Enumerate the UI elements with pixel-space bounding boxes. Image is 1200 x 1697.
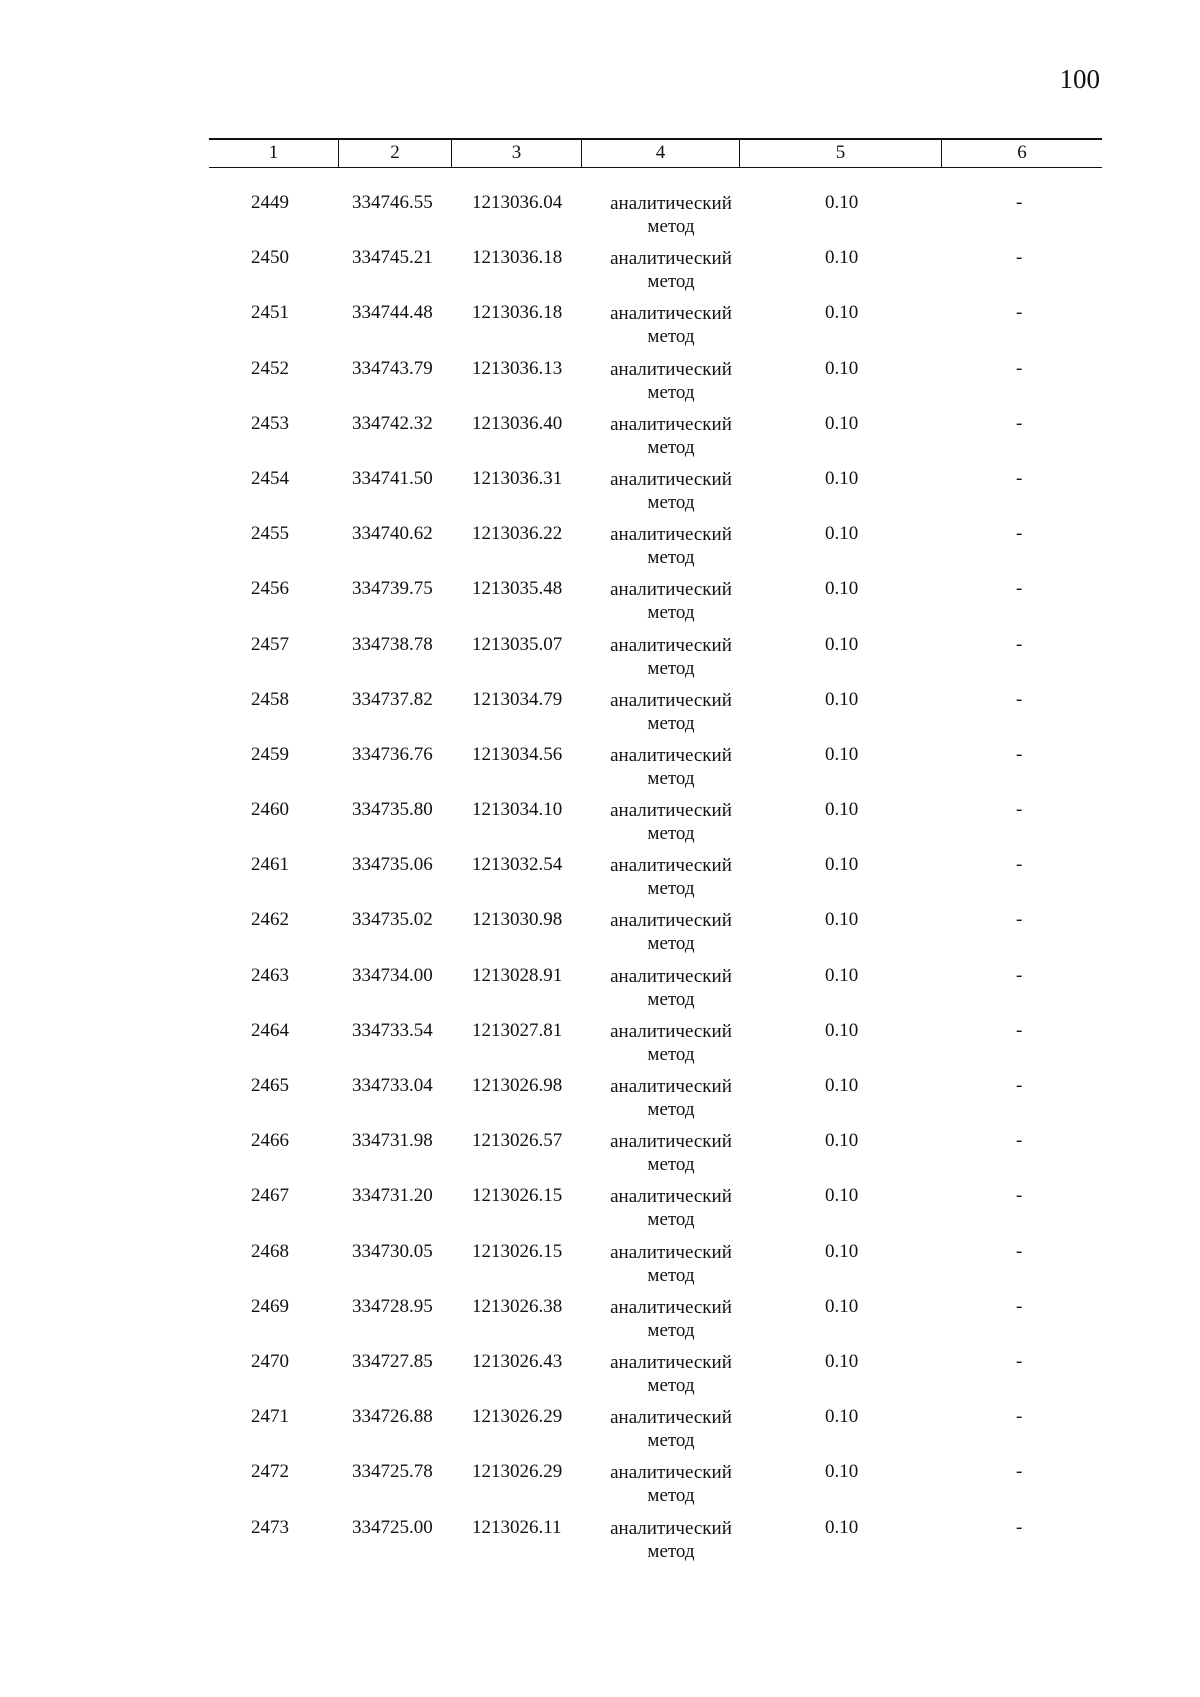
- cell-accuracy: 0.10: [825, 633, 859, 655]
- cell-method-line2: метод: [647, 547, 695, 569]
- cell-point-number: 2470: [251, 1350, 289, 1372]
- cell-method: [592, 1406, 750, 1452]
- cell-method: [592, 909, 750, 955]
- cell-method: [592, 744, 750, 790]
- cell-method-line2: метод: [647, 1485, 695, 1507]
- cell-method-line2: метод: [647, 1209, 695, 1231]
- cell-point-number: 2468: [251, 1240, 289, 1262]
- cell-y-coordinate: 1213036.18: [472, 247, 563, 269]
- page-number: 100: [1059, 64, 1100, 94]
- cell-method: [592, 1020, 750, 1066]
- table-row: [209, 1406, 1102, 1461]
- cell-accuracy: 0.10: [825, 357, 859, 379]
- cell-method-line1: аналитический: [610, 1296, 732, 1318]
- cell-method: [592, 578, 750, 624]
- cell-method-line1: аналитический: [610, 303, 732, 325]
- cell-method: [592, 1461, 750, 1507]
- cell-accuracy: 0.10: [825, 1295, 859, 1317]
- cell-note: -: [1016, 578, 1023, 600]
- cell-method-line2: метод: [647, 381, 695, 403]
- cell-point-number: 2459: [251, 743, 289, 765]
- cell-accuracy: 0.10: [825, 909, 859, 931]
- cell-x-coordinate: 334740.62: [352, 523, 433, 545]
- cell-accuracy: 0.10: [825, 192, 859, 213]
- table-row: [209, 247, 1102, 302]
- cell-x-coordinate: 334731.20: [352, 1185, 433, 1207]
- table-row: [209, 578, 1102, 633]
- cell-y-coordinate: 1213036.04: [472, 192, 563, 213]
- table-row: [209, 523, 1102, 578]
- cell-method: [592, 247, 750, 293]
- cell-method-line1: аналитический: [610, 358, 732, 380]
- cell-x-coordinate: 334737.82: [352, 688, 433, 710]
- cell-point-number: 2463: [251, 964, 289, 986]
- cell-y-coordinate: 1213036.13: [472, 357, 563, 379]
- cell-method-line1: аналитический: [610, 193, 732, 214]
- cell-method-line1: аналитический: [610, 689, 732, 711]
- cell-point-number: 2450: [251, 247, 289, 269]
- cell-method: [592, 1296, 750, 1342]
- cell-method: [592, 192, 750, 238]
- cell-x-coordinate: 334742.32: [352, 412, 433, 434]
- cell-y-coordinate: 1213027.81: [472, 1019, 563, 1041]
- cell-note: -: [1016, 964, 1023, 986]
- cell-method: [592, 965, 750, 1011]
- cell-method-line2: метод: [647, 326, 695, 348]
- cell-note: -: [1016, 799, 1023, 821]
- cell-accuracy: 0.10: [825, 1516, 859, 1538]
- cell-x-coordinate: 334738.78: [352, 633, 433, 655]
- cell-point-number: 2454: [251, 467, 289, 489]
- cell-note: -: [1016, 247, 1023, 269]
- cell-method-line1: аналитический: [610, 1517, 732, 1539]
- cell-method-line1: аналитический: [610, 800, 732, 822]
- cell-accuracy: 0.10: [825, 412, 859, 434]
- cell-x-coordinate: 334739.75: [352, 578, 433, 600]
- cell-point-number: 2458: [251, 688, 289, 710]
- cell-accuracy: 0.10: [825, 578, 859, 600]
- cell-method: [592, 799, 750, 845]
- cell-method: [592, 302, 750, 348]
- cell-method-line2: метод: [647, 1099, 695, 1120]
- table-row: [209, 1075, 1102, 1130]
- cell-method-line2: метод: [647, 933, 695, 955]
- cell-y-coordinate: 1213026.43: [472, 1350, 563, 1372]
- cell-method: [592, 854, 750, 900]
- table-row: [209, 1241, 1102, 1296]
- cell-point-number: 2472: [251, 1461, 289, 1483]
- cell-method: [592, 523, 750, 569]
- cell-method-line1: аналитический: [610, 524, 732, 546]
- cell-accuracy: 0.10: [825, 1461, 859, 1483]
- cell-method-line1: аналитический: [610, 1351, 732, 1373]
- cell-method-line1: аналитический: [610, 744, 732, 766]
- cell-method-line1: аналитический: [610, 1407, 732, 1429]
- cell-accuracy: 0.10: [825, 247, 859, 269]
- cell-point-number: 2455: [251, 523, 289, 545]
- cell-note: -: [1016, 633, 1023, 655]
- cell-accuracy: 0.10: [825, 523, 859, 545]
- cell-point-number: 2473: [251, 1516, 289, 1538]
- cell-y-coordinate: 1213034.56: [472, 743, 563, 765]
- table-row: [209, 634, 1102, 689]
- cell-x-coordinate: 334743.79: [352, 357, 433, 379]
- header-col-3: 3: [452, 140, 582, 167]
- cell-method-line1: аналитический: [610, 965, 732, 987]
- table-row: [209, 192, 1102, 247]
- cell-x-coordinate: 334725.78: [352, 1461, 433, 1483]
- cell-y-coordinate: 1213026.57: [472, 1130, 563, 1152]
- cell-x-coordinate: 334746.55: [352, 192, 433, 213]
- cell-note: -: [1016, 1516, 1023, 1538]
- cell-point-number: 2453: [251, 412, 289, 434]
- cell-y-coordinate: 1213026.29: [472, 1461, 563, 1483]
- cell-y-coordinate: 1213035.07: [472, 633, 563, 655]
- cell-point-number: 2449: [251, 192, 289, 213]
- cell-y-coordinate: 1213032.54: [472, 854, 563, 876]
- cell-x-coordinate: 334735.02: [352, 909, 433, 931]
- cell-y-coordinate: 1213026.29: [472, 1406, 563, 1428]
- cell-note: -: [1016, 1350, 1023, 1372]
- header-col-2: 2: [339, 140, 452, 167]
- cell-method-line2: метод: [647, 712, 695, 734]
- cell-method-line1: аналитический: [610, 248, 732, 270]
- cell-accuracy: 0.10: [825, 1130, 859, 1152]
- cell-x-coordinate: 334728.95: [352, 1295, 433, 1317]
- cell-accuracy: 0.10: [825, 1240, 859, 1262]
- cell-method-line2: метод: [647, 878, 695, 900]
- table-row: [209, 965, 1102, 1020]
- cell-note: -: [1016, 357, 1023, 379]
- cell-accuracy: 0.10: [825, 467, 859, 489]
- cell-y-coordinate: 1213034.10: [472, 799, 563, 821]
- table-row: [209, 854, 1102, 909]
- cell-point-number: 2457: [251, 633, 289, 655]
- cell-note: -: [1016, 1406, 1023, 1428]
- cell-point-number: 2467: [251, 1185, 289, 1207]
- cell-y-coordinate: 1213036.18: [472, 302, 563, 324]
- table-row: [209, 1130, 1102, 1185]
- header-col-6: 6: [1017, 142, 1027, 163]
- table-row: [209, 468, 1102, 523]
- cell-method: [592, 1241, 750, 1287]
- cell-method: [592, 1185, 750, 1231]
- cell-note: -: [1016, 854, 1023, 876]
- cell-point-number: 2461: [251, 854, 289, 876]
- cell-method-line2: метод: [647, 1374, 695, 1396]
- cell-method-line2: метод: [647, 491, 695, 513]
- cell-method-line1: аналитический: [610, 413, 732, 435]
- cell-x-coordinate: 334730.05: [352, 1240, 433, 1262]
- cell-note: -: [1016, 688, 1023, 710]
- cell-method-line2: метод: [647, 216, 695, 237]
- header-col-5: 5: [740, 140, 942, 167]
- cell-point-number: 2465: [251, 1075, 289, 1096]
- table-row: [209, 302, 1102, 357]
- cell-method-line2: метод: [647, 823, 695, 845]
- cell-point-number: 2471: [251, 1406, 289, 1428]
- cell-accuracy: 0.10: [825, 743, 859, 765]
- cell-accuracy: 0.10: [825, 1075, 859, 1096]
- cell-note: -: [1016, 192, 1023, 213]
- table-row: [209, 1296, 1102, 1351]
- table-row: [209, 909, 1102, 964]
- table-body: [209, 192, 1102, 1572]
- cell-point-number: 2466: [251, 1130, 289, 1152]
- cell-y-coordinate: 1213026.98: [472, 1075, 563, 1096]
- cell-method-line2: метод: [647, 1540, 695, 1562]
- cell-method-line2: метод: [647, 657, 695, 679]
- cell-method-line2: метод: [647, 1264, 695, 1286]
- cell-method-line2: метод: [647, 271, 695, 293]
- cell-y-coordinate: 1213026.38: [472, 1295, 563, 1317]
- cell-method-line2: метод: [647, 1430, 695, 1452]
- cell-method: [592, 468, 750, 514]
- cell-y-coordinate: 1213026.15: [472, 1185, 563, 1207]
- cell-method: [592, 358, 750, 404]
- cell-y-coordinate: 1213036.22: [472, 523, 563, 545]
- cell-accuracy: 0.10: [825, 1185, 859, 1207]
- cell-y-coordinate: 1213026.15: [472, 1240, 563, 1262]
- cell-x-coordinate: 334733.04: [352, 1075, 433, 1096]
- cell-note: -: [1016, 1075, 1023, 1096]
- cell-method-line1: аналитический: [610, 634, 732, 656]
- cell-note: -: [1016, 1019, 1023, 1041]
- table-row: [209, 689, 1102, 744]
- table-row: [209, 799, 1102, 854]
- cell-note: -: [1016, 467, 1023, 489]
- cell-method-line1: аналитический: [610, 1020, 732, 1042]
- cell-y-coordinate: 1213035.48: [472, 578, 563, 600]
- cell-method-line1: аналитический: [610, 1186, 732, 1208]
- cell-method-line2: метод: [647, 436, 695, 458]
- cell-method-line2: метод: [647, 767, 695, 789]
- cell-x-coordinate: 334731.98: [352, 1130, 433, 1152]
- cell-note: -: [1016, 302, 1023, 324]
- cell-point-number: 2451: [251, 302, 289, 324]
- cell-method-line1: аналитический: [610, 1241, 732, 1263]
- cell-accuracy: 0.10: [825, 964, 859, 986]
- cell-method-line1: аналитический: [610, 1462, 732, 1484]
- cell-method: [592, 1075, 750, 1121]
- cell-note: -: [1016, 1130, 1023, 1152]
- cell-method-line2: метод: [647, 1154, 695, 1176]
- cell-method: [592, 1517, 750, 1563]
- cell-method-line1: аналитический: [610, 1076, 732, 1097]
- table-row: [209, 1461, 1102, 1516]
- cell-method-line2: метод: [647, 988, 695, 1010]
- cell-y-coordinate: 1213028.91: [472, 964, 563, 986]
- cell-accuracy: 0.10: [825, 688, 859, 710]
- table-row: [209, 1517, 1102, 1572]
- cell-note: -: [1016, 1461, 1023, 1483]
- table-row: [209, 413, 1102, 468]
- cell-note: -: [1016, 1185, 1023, 1207]
- cell-y-coordinate: 1213026.11: [472, 1516, 562, 1538]
- cell-accuracy: 0.10: [825, 854, 859, 876]
- cell-x-coordinate: 334735.80: [352, 799, 433, 821]
- cell-note: -: [1016, 1295, 1023, 1317]
- cell-x-coordinate: 334727.85: [352, 1350, 433, 1372]
- cell-point-number: 2469: [251, 1295, 289, 1317]
- cell-note: -: [1016, 909, 1023, 931]
- cell-method-line2: метод: [647, 1043, 695, 1065]
- table-row: [209, 744, 1102, 799]
- cell-note: -: [1016, 1240, 1023, 1262]
- cell-point-number: 2452: [251, 357, 289, 379]
- cell-method-line2: метод: [647, 1319, 695, 1341]
- cell-point-number: 2460: [251, 799, 289, 821]
- cell-x-coordinate: 334733.54: [352, 1019, 433, 1041]
- cell-method: [592, 413, 750, 459]
- cell-note: -: [1016, 412, 1023, 434]
- cell-method-line1: аналитический: [610, 1131, 732, 1153]
- cell-x-coordinate: 334741.50: [352, 467, 433, 489]
- cell-accuracy: 0.10: [825, 799, 859, 821]
- table-row: [209, 358, 1102, 413]
- cell-method-line1: аналитический: [610, 910, 732, 932]
- cell-y-coordinate: 1213030.98: [472, 909, 563, 931]
- cell-note: -: [1016, 743, 1023, 765]
- header-col-1: 1: [209, 140, 339, 167]
- table-header: [209, 138, 1102, 168]
- cell-method-line2: метод: [647, 602, 695, 624]
- cell-x-coordinate: 334744.48: [352, 302, 433, 324]
- cell-x-coordinate: 334725.00: [352, 1516, 433, 1538]
- cell-accuracy: 0.10: [825, 1406, 859, 1428]
- cell-method: [592, 1351, 750, 1397]
- cell-method-line1: аналитический: [610, 579, 732, 601]
- cell-point-number: 2462: [251, 909, 289, 931]
- cell-method: [592, 634, 750, 680]
- cell-point-number: 2456: [251, 578, 289, 600]
- cell-method: [592, 1130, 750, 1176]
- header-col-4: 4: [582, 140, 740, 167]
- cell-method: [592, 689, 750, 735]
- cell-x-coordinate: 334745.21: [352, 247, 433, 269]
- cell-point-number: 2464: [251, 1019, 289, 1041]
- cell-method-line1: аналитический: [610, 468, 732, 490]
- table-row: [209, 1020, 1102, 1075]
- cell-accuracy: 0.10: [825, 1350, 859, 1372]
- cell-y-coordinate: 1213034.79: [472, 688, 563, 710]
- cell-note: -: [1016, 523, 1023, 545]
- cell-x-coordinate: 334734.00: [352, 964, 433, 986]
- cell-y-coordinate: 1213036.31: [472, 467, 563, 489]
- table-row: [209, 1185, 1102, 1240]
- cell-y-coordinate: 1213036.40: [472, 412, 563, 434]
- cell-accuracy: 0.10: [825, 302, 859, 324]
- cell-x-coordinate: 334726.88: [352, 1406, 433, 1428]
- cell-x-coordinate: 334735.06: [352, 854, 433, 876]
- cell-accuracy: 0.10: [825, 1019, 859, 1041]
- table-row: [209, 1351, 1102, 1406]
- cell-x-coordinate: 334736.76: [352, 743, 433, 765]
- cell-method-line1: аналитический: [610, 855, 732, 877]
